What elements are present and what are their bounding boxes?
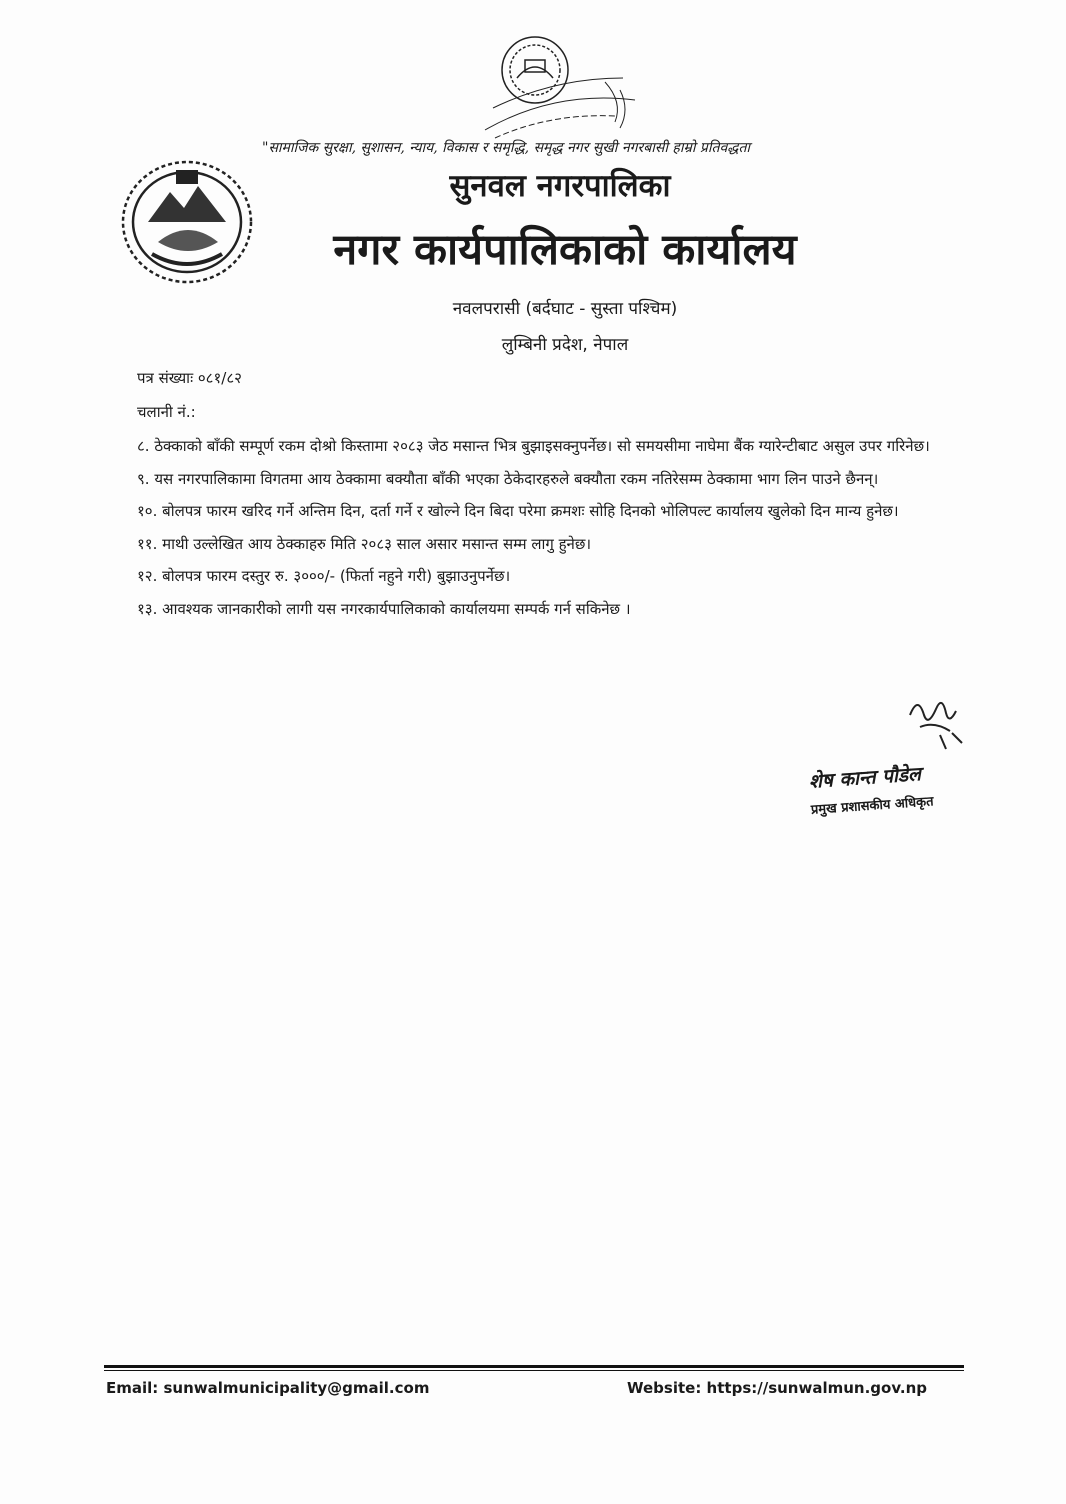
- office-name: नगर कार्यपालिकाको कार्यालय: [333, 225, 797, 275]
- letter-point: १०. बोलपत्र फारम खरिद गर्ने अन्तिम दिन, दर्ता गर्ने र खोल्ने दिन बिदा परेमा क्रमशः सोहि दिनको भोलिपल्ट कार्यालय खुलेको दिन मान्य हुनेछ।: [137, 502, 899, 520]
- nepal-emblem-icon: [118, 150, 256, 288]
- municipality-name: सुनवल नगरपालिका: [449, 168, 671, 204]
- motto: "सामाजिक सुरक्षा, सुशासन, न्याय, विकास र समृद्धि, समृद्ध नगर सुखी नगरबासी हाम्रो प्रतिवद्धता: [262, 140, 751, 156]
- letter-point: ८. ठेक्काको बाँकी सम्पूर्ण रकम दोश्रो किस्तामा २०८३ जेठ मसान्त भित्र बुझाइसक्नुपर्नेछ। सो समयसीमा नाघेमा बैंक ग्यारेन्टीबाट असुल उपर गरिनेछ।: [137, 437, 930, 455]
- signatory-title: प्रमुख प्रशासकीय अधिकृत: [810, 794, 935, 818]
- footer-divider-thin: [104, 1370, 964, 1371]
- signatory-block: [808, 753, 1031, 818]
- letter-number: पत्र संख्याः ०८१/८२: [137, 369, 242, 387]
- letter-point: ९. यस नगरपालिकामा विगतमा आय ठेक्कामा बक्यौता बाँकी भएका ठेकेदारहरुले बक्यौता रकम नतिरेसम्म ठेक्कामा भाग लिन पाउने छैनन्।: [137, 469, 879, 488]
- signature-icon: [900, 685, 970, 755]
- dispatch-number: चलानी नं.:: [137, 403, 196, 421]
- letter-body: [137, 432, 982, 627]
- letter-point: १३. आवश्यक जानकारीको लागी यस नगरकार्यपालिकाको कार्यालयमा सम्पर्क गर्न सकिनेछ ।: [137, 599, 631, 618]
- footer-email: Email: sunwalmunicipality@gmail.com: [106, 1379, 430, 1397]
- address-line-1: नवलपरासी (बर्दघाट - सुस्ता पश्चिम): [452, 299, 678, 319]
- signatory-name: शेष कान्त पौडेल: [808, 763, 922, 793]
- letter-point: १२. बोलपत्र फारम दस्तुर रु. ३०००/- (फिर्ता नहुने गरी) बुझाउनुपर्नेछ।: [137, 567, 511, 585]
- footer-divider: [104, 1365, 964, 1368]
- footer-website: Website: https://sunwalmun.gov.np: [627, 1379, 927, 1397]
- letter-point: ११. माथी उल्लेखित आय ठेक्काहरु मिति २०८३ साल असार मसान्त सम्म लागु हुनेछ।: [137, 534, 592, 553]
- address-line-2: लुम्बिनी प्रदेश, नेपाल: [501, 335, 629, 355]
